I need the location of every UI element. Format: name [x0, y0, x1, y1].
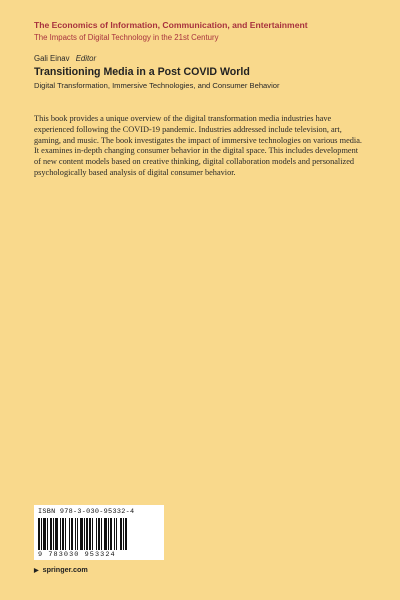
barcode-bar	[55, 518, 58, 550]
barcode-bar	[50, 518, 52, 550]
barcode-bar	[38, 518, 40, 550]
barcode-bar	[98, 518, 100, 550]
book-title: Transitioning Media in a Post COVID World	[34, 66, 250, 78]
barcode-bar	[104, 518, 107, 550]
barcode-bar	[65, 518, 66, 550]
barcode-bar	[77, 518, 78, 550]
barcode-bar	[53, 518, 54, 550]
barcode-bars	[38, 518, 160, 550]
barcode-bar	[120, 518, 122, 550]
barcode-bar	[41, 518, 42, 550]
barcode-bar	[96, 518, 97, 550]
barcode-bar	[89, 518, 91, 550]
barcode-bar	[86, 518, 88, 550]
arrow-right-icon: ▶	[34, 568, 39, 574]
publisher-url: springer.com	[42, 565, 88, 574]
editor-role: Editor	[75, 54, 97, 63]
barcode-bar	[71, 518, 73, 550]
book-subtitle: Digital Transformation, Immersive Technologies, and Consumer Behavior	[34, 81, 280, 90]
barcode-bar	[80, 518, 83, 550]
barcode-bar	[75, 518, 76, 550]
publisher-link[interactable]	[34, 565, 88, 574]
barcode-bar	[60, 518, 61, 550]
barcode-bar	[125, 518, 127, 550]
isbn-barcode	[34, 505, 164, 560]
barcode-bar	[69, 518, 70, 550]
barcode-bar	[110, 518, 112, 550]
barcode-bar	[101, 518, 102, 550]
series-title: The Economics of Information, Communication, and Entertainment	[34, 20, 308, 30]
barcode-bar	[62, 518, 64, 550]
barcode-bar	[114, 518, 115, 550]
editor-line	[34, 54, 96, 63]
barcode-bar	[123, 518, 124, 550]
isbn-label: ISBN 978-3-030-95332-4	[38, 508, 135, 516]
editor-name: Gali Einav	[34, 54, 70, 63]
barcode-bar	[43, 518, 46, 550]
series-subtitle: The Impacts of Digital Technology in the 21st Century	[34, 33, 219, 42]
barcode-bar	[84, 518, 85, 550]
barcode-bar	[116, 518, 117, 550]
barcode-digits: 9 783030 953324	[38, 551, 116, 559]
barcode-bar	[92, 518, 93, 550]
barcode-bar	[47, 518, 48, 550]
book-description: This book provides a unique overview of the digital transformation media industries have experienced following the COVID-19 pandemic. Industries addressed include television, art, gaming, and music. The book investigates the impact of immersive technologies on various media. It examines in-depth changing consumer behavior in the digital space. This includes development of new content models based on creative thinking, digital collaboration models and personalized psychologically based analysis of digital consumer behavior.	[34, 114, 362, 177]
barcode-bar	[108, 518, 109, 550]
